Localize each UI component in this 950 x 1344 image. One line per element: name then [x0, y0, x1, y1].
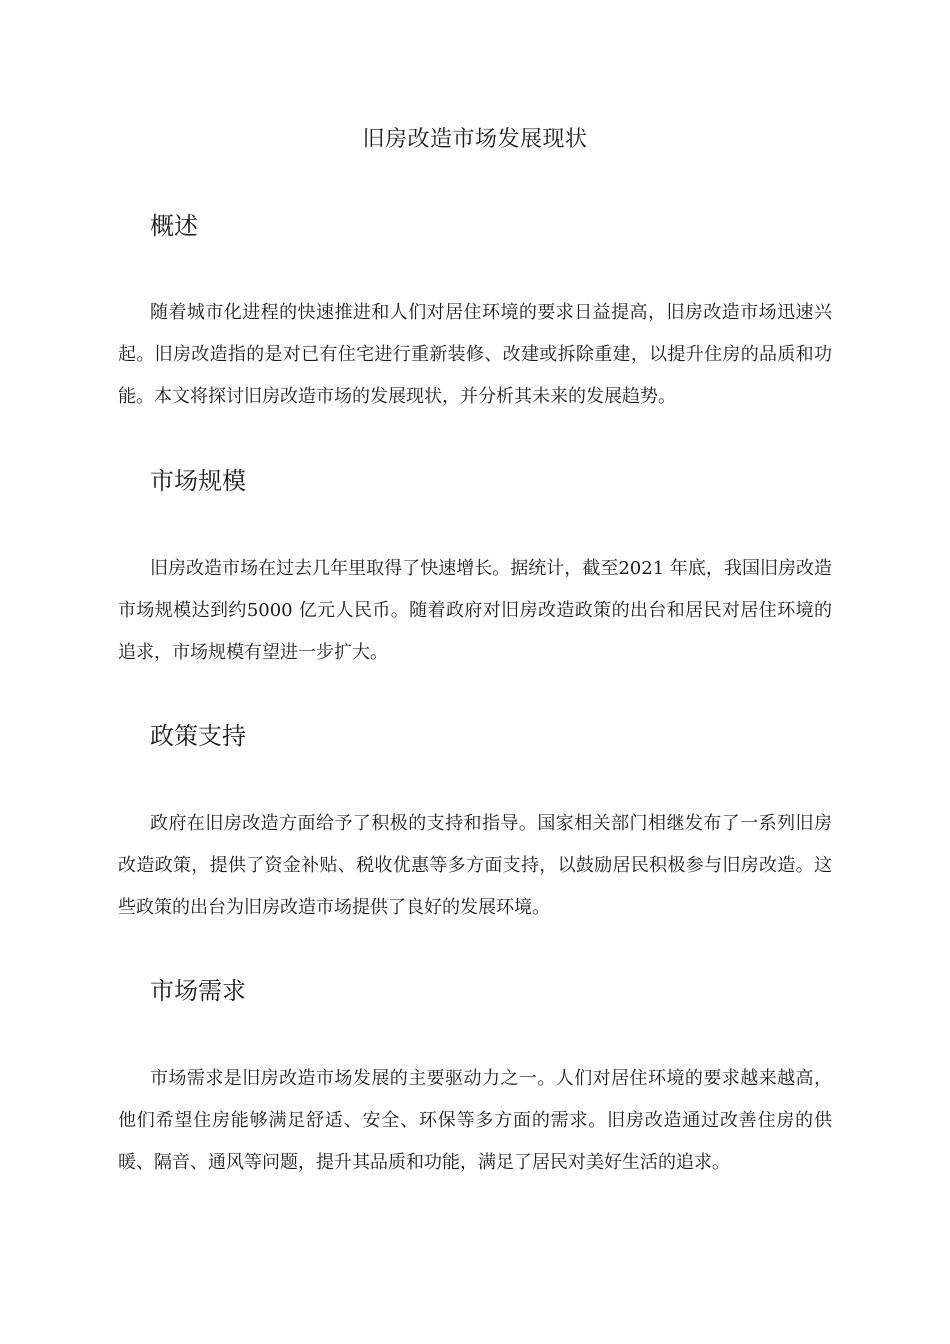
section-heading-overview: 概述 [150, 212, 198, 240]
section-paragraph-policy-support: 政府在旧房改造方面给予了积极的支持和指导。国家相关部门相继发布了一系列旧房改造政策，提供了资金补贴、税收优惠等多方面支持，以鼓励居民积极参与旧房改造。这些政策的出台为旧房改造市场提供了良好的发展环境。 [118, 813, 832, 918]
document-title: 旧房改造市场发展现状 [362, 127, 588, 152]
section-heading-market-demand: 市场需求 [150, 977, 246, 1005]
section-heading-market-size: 市场规模 [150, 467, 246, 495]
section-paragraph-overview: 随着城市化进程的快速推进和人们对居住环境的要求日益提高，旧房改造市场迅速兴起。旧房改造指的是对已有住宅进行重新装修、改建或拆除重建，以提升住房的品质和功能。本文将探讨旧房改造市场的发展现状，并分析其未来的发展趋势。 [118, 302, 832, 407]
section-paragraph-market-demand: 市场需求是旧房改造市场发展的主要驱动力之一。人们对居住环境的要求越来越高，他们希望住房能够满足舒适、安全、环保等多方面的需求。旧房改造通过改善住房的供暖、隔音、通风等问题，提升其品质和功能，满足了居民对美好生活的追求。 [118, 1068, 832, 1173]
section-heading-policy-support: 政策支持 [150, 722, 246, 750]
section-paragraph-market-size: 旧房改造市场在过去几年里取得了快速增长。据统计，截至2021 年底，我国旧房改造市场规模达到约5000 亿元人民币。随着政府对旧房改造政策的出台和居民对居住环境的追求，市场规模有望进一步扩大。 [118, 558, 832, 663]
